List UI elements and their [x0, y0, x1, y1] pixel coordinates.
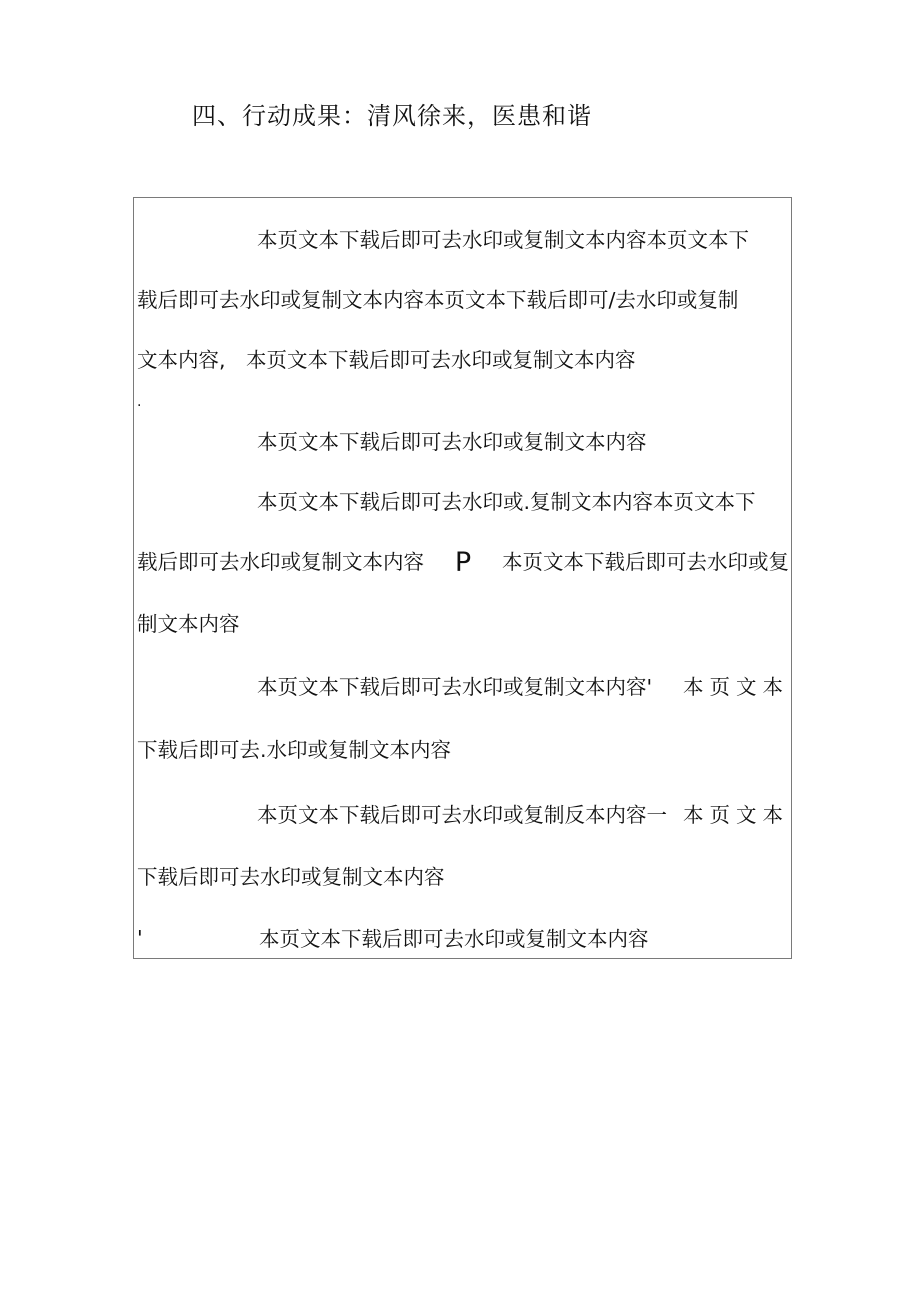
paragraph-line	[257, 675, 789, 700]
text-line: 本页文本下载后即可去水印或复制文本内容	[259, 927, 649, 951]
text-line: 本页文本下载后即可去水印或复制反本内容一	[257, 803, 667, 827]
text-line: 制文本内容	[137, 612, 240, 636]
paragraph-line	[137, 288, 789, 313]
text-line: 载后即可去水印或复制文本内容	[137, 550, 424, 574]
text-line: 本页文本下载后即可去水印或复制文本内容	[257, 430, 647, 454]
text-line: 文本内容, 本页文本下载后即可去水印或复制文本内容	[137, 348, 636, 372]
paragraph-line	[137, 546, 789, 578]
text-line: 本页文本	[683, 803, 789, 827]
text-line: 下载后即可去.水印或复制文本内容	[137, 738, 452, 762]
stray-mark: '	[137, 926, 143, 950]
letter-p-mark: P	[454, 546, 472, 578]
page-title: 四、行动成果：清风徐来，医患和谐	[192, 102, 592, 130]
text-line: 本页文本下载后即可去水印或复制文本内容本页文本下	[257, 228, 749, 252]
text-line: 下载后即可去水印或复制文本内容	[137, 865, 445, 889]
content-box	[133, 197, 792, 959]
paragraph-line	[257, 228, 789, 253]
text-line: 本页文本下载后即可去水印或.复制文本内容本页文本下	[257, 490, 756, 514]
text-line: 本页文本下载后即可去水印或复制文本内容'	[257, 675, 653, 699]
paragraph-line	[257, 803, 789, 828]
paragraph-line	[257, 490, 789, 515]
stray-mark: .	[137, 394, 142, 410]
text-line: 载后即可去水印或复制文本内容本页文本下载后即可/去水印或复制	[137, 288, 739, 312]
text-line: 本页文本	[683, 675, 789, 699]
text-line: 本页文本下载后即可去水印或复	[501, 550, 789, 574]
